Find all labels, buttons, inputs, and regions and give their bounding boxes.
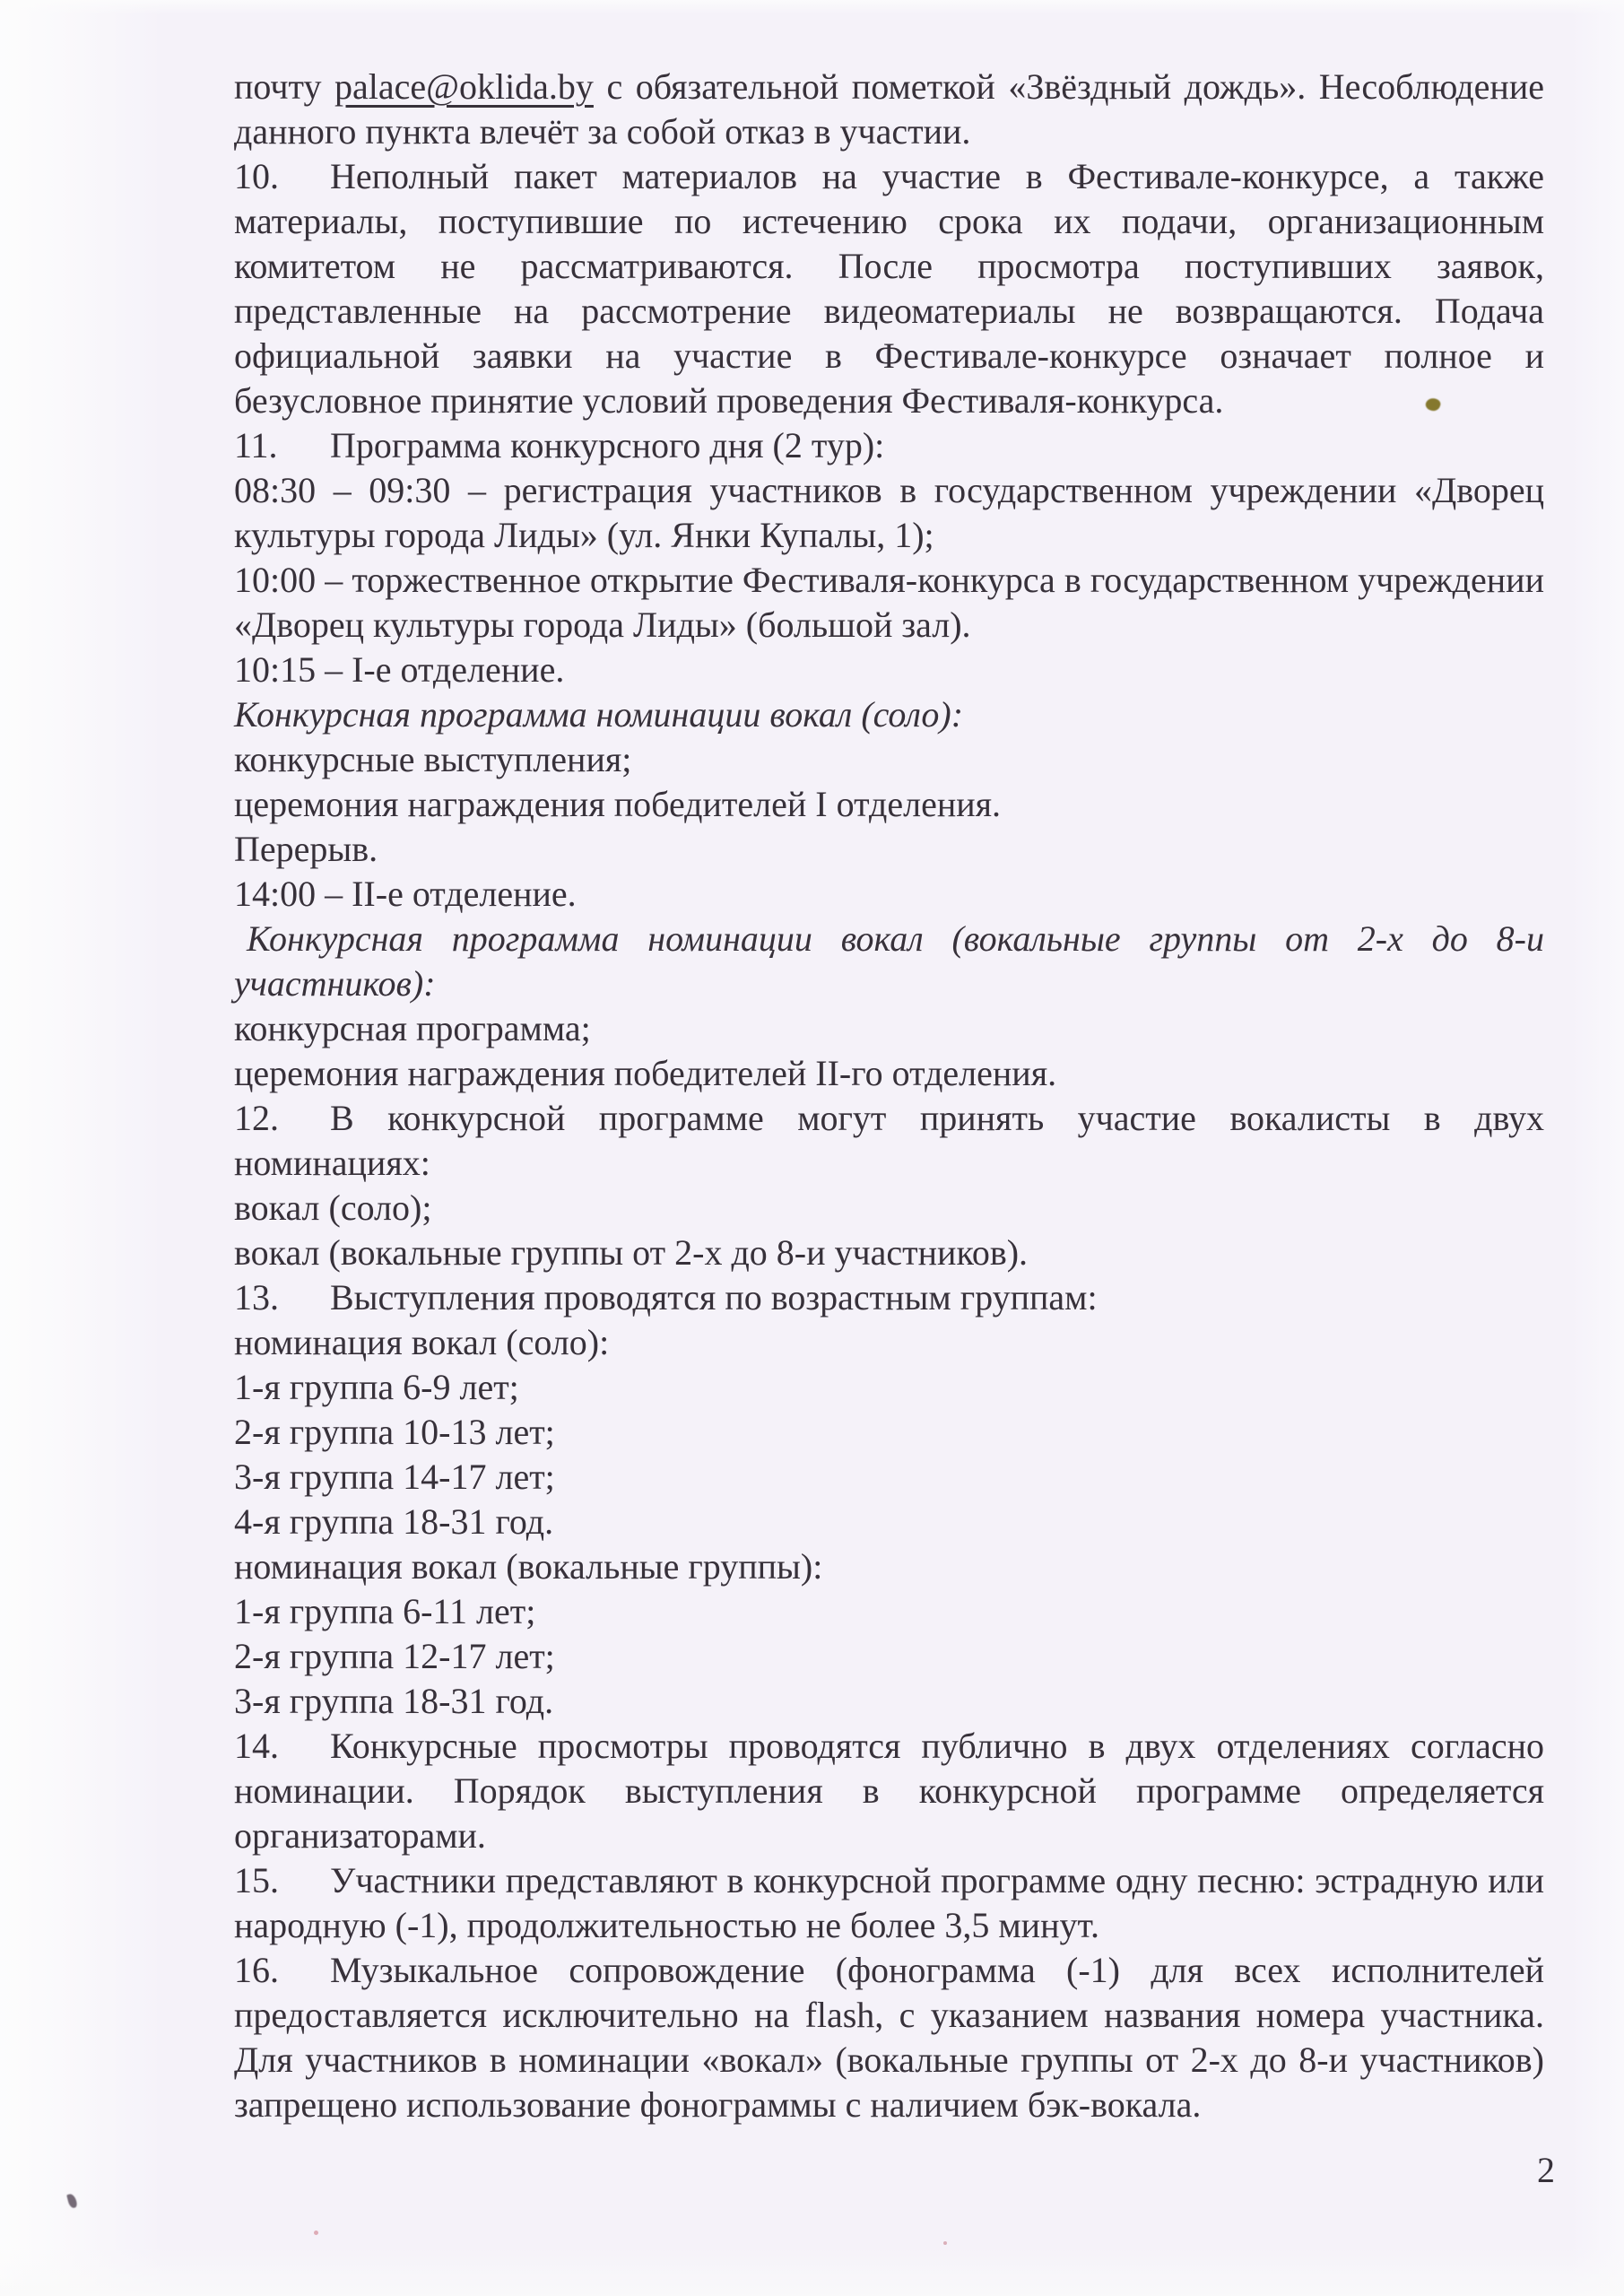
paragraph xyxy=(234,872,1544,917)
page-number: 2 xyxy=(1537,2150,1555,2190)
text-run: 2-я группа 12-17 лет; xyxy=(234,1636,555,1676)
paragraph xyxy=(234,827,1544,872)
text-run: конкурсные выступления; xyxy=(234,739,632,779)
paragraph xyxy=(234,917,1544,1006)
paragraph xyxy=(234,423,1544,468)
text-run: 08:30 – 09:30 – регистрация участников в государственном учреждении «Дворец культуры города Лиды» (ул. Янки Купалы, 1); xyxy=(234,470,1544,555)
text-run: Музыкальное сопровождение (фонограмма (-1) для всех исполнителей предоставляется исключительно на flash, с указанием названия номера участника. Для участников в номинации «вокал» (вокальные группы от 2-х до 8-и участников) запрещено использование фонограммы с наличием бэк-вокала. xyxy=(234,1950,1544,2125)
paragraph xyxy=(234,692,1544,737)
paragraph xyxy=(234,1948,1544,2127)
paragraph xyxy=(234,1724,1544,1858)
paragraph xyxy=(234,1365,1544,1410)
scan-edge-left xyxy=(0,0,166,2296)
text-run: 4-я группа 18-31 год. xyxy=(234,1501,554,1542)
paragraph xyxy=(234,1186,1544,1231)
scan-edge-top xyxy=(0,0,1624,14)
scan-edge-bottom xyxy=(0,2247,1624,2296)
paragraph xyxy=(234,1500,1544,1544)
text-run: Программа конкурсного дня (2 тур): xyxy=(330,425,885,465)
scan-dust xyxy=(943,2241,947,2245)
text-run: с обязательной пометкой «Звёздный дождь». Несоблюдение данного пункта влечёт за собой отказ в участии. xyxy=(234,66,1545,152)
scan-edge-right xyxy=(1570,0,1624,2296)
text-run: номинация вокал (соло): xyxy=(234,1322,610,1362)
paragraph xyxy=(234,1051,1544,1096)
text-run: 14:00 – II-е отделение. xyxy=(234,874,577,914)
text-run: 3-я группа 18-31 год. xyxy=(234,1681,554,1721)
paragraph xyxy=(234,468,1544,558)
paragraph xyxy=(234,737,1544,782)
paragraph xyxy=(234,1544,1544,1589)
text-run: церемония награждения победителей II-го отделения. xyxy=(234,1053,1057,1093)
paragraph xyxy=(234,1320,1544,1365)
text-run: Конкурсная программа номинации вокал (вокальные группы от 2-х до 8-и участников): xyxy=(234,918,1544,1004)
paragraph xyxy=(234,1455,1544,1500)
text-run: Перерыв. xyxy=(234,829,378,869)
text-run: вокал (соло); xyxy=(234,1187,432,1228)
text-run: почту xyxy=(234,66,334,107)
text-run: номинация вокал (вокальные группы): xyxy=(234,1546,823,1587)
paragraph xyxy=(234,1231,1544,1275)
text-run: 1-я группа 6-11 лет; xyxy=(234,1591,536,1631)
pen-mark xyxy=(66,2193,78,2209)
text-run: вокал (вокальные группы от 2-х до 8-и участников). xyxy=(234,1232,1029,1273)
text-run: 2-я группа 10-13 лет; xyxy=(234,1412,555,1452)
document-body xyxy=(234,65,1544,2127)
paragraph xyxy=(234,648,1544,692)
paragraph xyxy=(234,1589,1544,1634)
text-run: церемония награждения победителей I отделения. xyxy=(234,784,1002,824)
scan-dust xyxy=(314,2231,318,2235)
paragraph xyxy=(234,65,1544,154)
text-run: 10:15 – I-е отделение. xyxy=(234,649,565,690)
text-run: Выступления проводятся по возрастным группам: xyxy=(330,1277,1098,1318)
paragraph xyxy=(234,1410,1544,1455)
text-run: 10:00 – торжественное открытие Фестиваля-конкурса в государственном учреждении «Дворец культуры города Лиды» (большой зал). xyxy=(234,560,1544,645)
item-number: 11. xyxy=(234,425,278,465)
text-run: Конкурсная программа номинации вокал (соло): xyxy=(234,694,964,735)
paragraph xyxy=(234,154,1544,423)
paragraph xyxy=(234,1634,1544,1679)
text-run: В конкурсной программе могут принять участие вокалисты в двух номинациях: xyxy=(234,1098,1544,1183)
item-number: 13. xyxy=(234,1277,279,1318)
text-run: 1-я группа 6-9 лет; xyxy=(234,1367,519,1407)
paragraph xyxy=(234,1096,1544,1186)
text-run: 3-я группа 14-17 лет; xyxy=(234,1457,555,1497)
item-number: 15. xyxy=(234,1860,279,1900)
paragraph xyxy=(234,558,1544,648)
item-number: 12. xyxy=(234,1098,279,1138)
text-run: Неполный пакет материалов на участие в Фестивале-конкурсе, а также материалы, поступившие по истечению срока их подачи, организационным комитетом не рассматриваются. После просмотра поступивших заявок, представленные на рассмотрение видеоматериалы не возвращаются. Подача официальной заявки на участие в Фестивале-конкурсе означает полное и безусловное принятие условий проведения Фестиваля-конкурса. xyxy=(234,156,1544,421)
paragraph xyxy=(234,782,1544,827)
item-number: 16. xyxy=(234,1950,279,1990)
item-number: 10. xyxy=(234,156,279,196)
text-run: конкурсная программа; xyxy=(234,1008,591,1048)
paragraph xyxy=(234,1006,1544,1051)
paragraph xyxy=(234,1858,1544,1948)
item-number: 14. xyxy=(234,1726,279,1766)
paragraph xyxy=(234,1679,1544,1724)
email-address-text: palace@oklida.by xyxy=(334,66,594,107)
text-run: Участники представляют в конкурсной программе одну песню: эстрадную или народную (-1), продолжительностью не более 3,5 минут. xyxy=(234,1860,1544,1945)
text-run: Конкурсные просмотры проводятся публично в двух отделениях согласно номинации. Порядок выступления в конкурсной программе определяется организаторами. xyxy=(234,1726,1544,1856)
paragraph xyxy=(234,1275,1544,1320)
